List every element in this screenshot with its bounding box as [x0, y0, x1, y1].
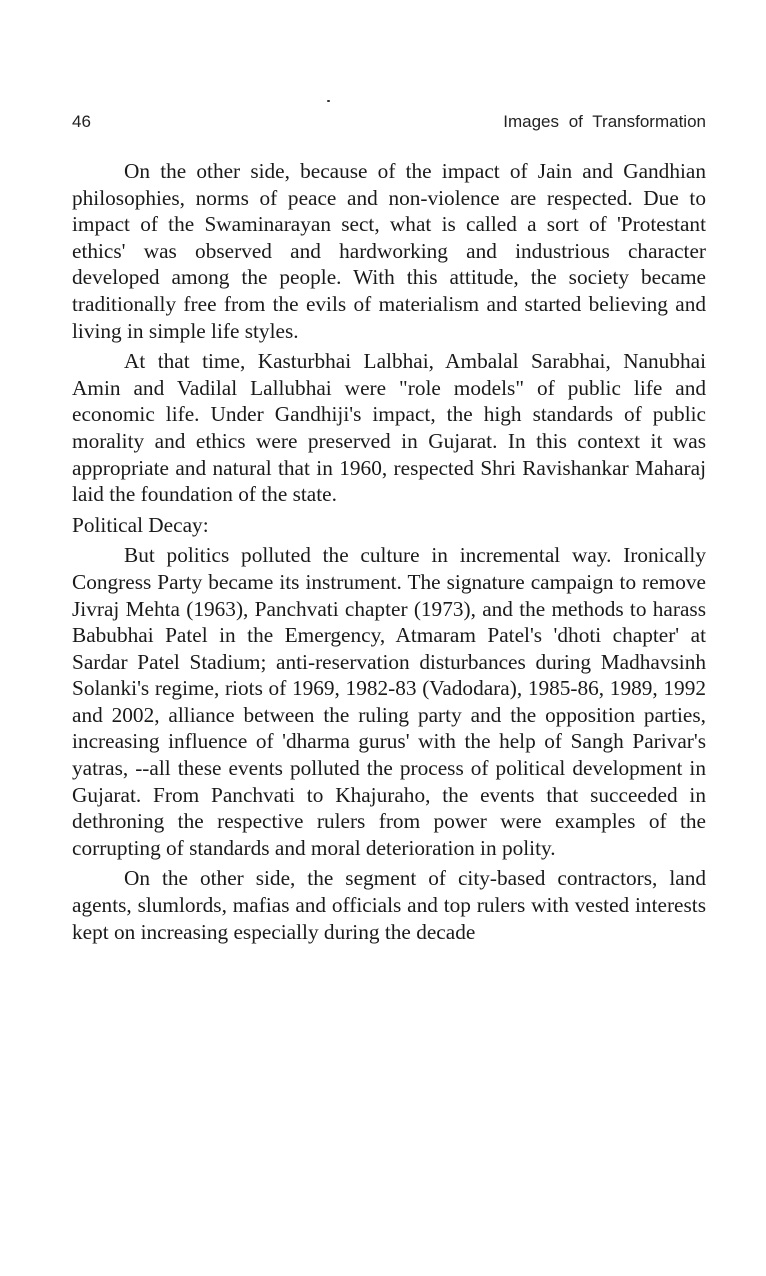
running-header	[72, 112, 706, 136]
paragraph: But politics polluted the culture in incremental way. Ironically Congress Party became its instrument. The signature campaign to remove Jivraj Mehta (1963), Panchvati chapter (1973), and the methods to harass Babubhai Patel in the Emergency, Atmaram Patel's 'dhoti chapter' at Sardar Patel Stadium; anti-reservation disturbances during Madhavsinh Solanki's regime, riots of 1969, 1982-83 (Vadodara), 1985-86, 1989, 1992 and 2002, alliance between the ruling party and the opposition parties, increasing influence of 'dharma gurus' with the help of Sangh Parivar's yatras, --all these events polluted the process of political development in Gujarat. From Panchvati to Khajuraho, the events that succeeded in dethroning the respective rulers from power were examples of the corrupting of standards and moral deterioration in polity.	[72, 543, 706, 860]
page-number: 46	[72, 112, 91, 131]
paragraph: At that time, Kasturbhai Lalbhai, Ambalal Sarabhai, Nanubhai Amin and Vadilal Lallubhai were "role models" of public life and economic life. Under Gandhiji's impact, the high standards of public morality and ethics were preserved in Gujarat. In this context it was appropriate and natural that in 1960, respected Shri Ravishankar Maharaj laid the foundation of the state.	[72, 349, 706, 507]
page-body	[72, 158, 706, 945]
scan-speck	[327, 100, 330, 102]
paragraph: On the other side, because of the impact of Jain and Gandhian philosophies, norms of peace and non-violence are respected. Due to impact of the Swaminarayan sect, what is called a sort of 'Protestant ethics' was observed and hardworking and industrious character developed among the people. With this attitude, the society became traditionally free from the evils of materialism and started believing and living in simple life styles.	[72, 159, 706, 343]
section-heading: Political Decay:	[72, 512, 209, 537]
running-title: Images of Transformation	[503, 112, 706, 131]
paragraph: On the other side, the segment of city-based contractors, land agents, slumlords, mafias and officials and top rulers with vested interests kept on increasing especially during the decade	[72, 866, 706, 944]
